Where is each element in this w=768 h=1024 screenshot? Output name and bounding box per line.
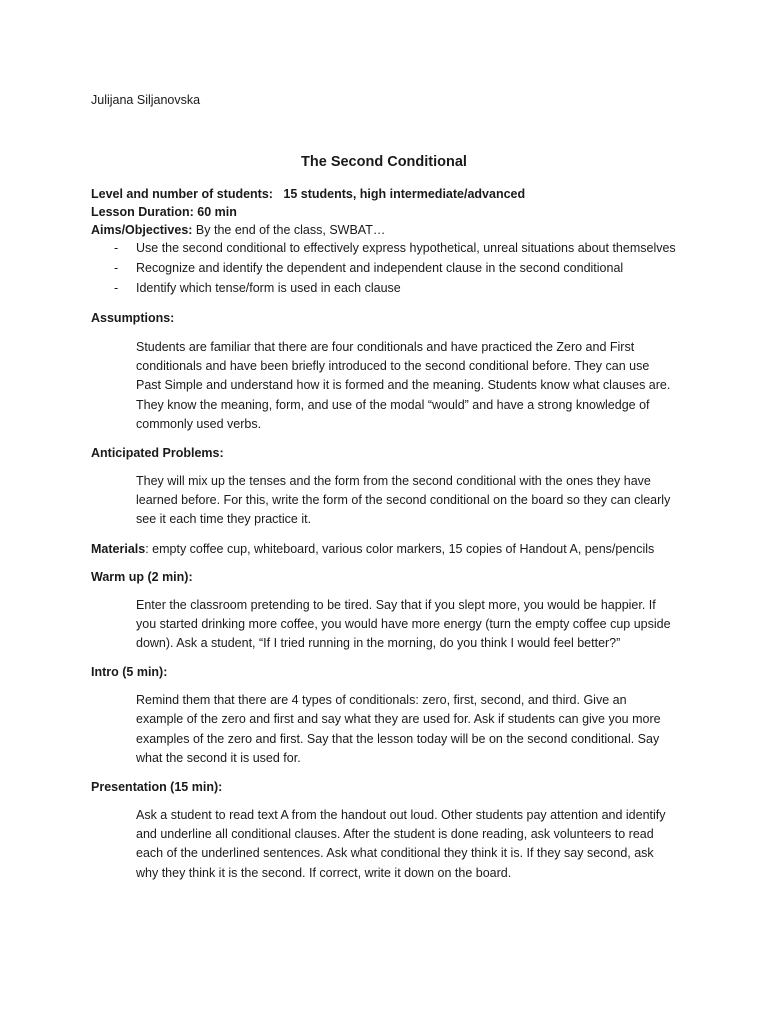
aims-value: By the end of the class, SWBAT… (192, 223, 386, 237)
author-name: Julijana Siljanovska (91, 93, 201, 107)
materials-line (91, 540, 691, 558)
level-label: Level and number of students: (91, 187, 273, 201)
assumptions-heading: Assumptions: (91, 311, 175, 325)
dash-icon: - (114, 281, 119, 295)
materials-label: Materials (91, 541, 146, 556)
materials-value: : empty coffee cup, whiteboard, various color markers, 15 copies of Handout A, pens/pencils (145, 541, 655, 556)
presentation-heading: Presentation (15 min): (91, 780, 223, 795)
aims-line (91, 221, 691, 239)
level-value: 15 students, high intermediate/advanced (283, 187, 526, 201)
problems-heading: Anticipated Problems: (91, 446, 224, 461)
document-title: The Second Conditional (301, 154, 467, 170)
level-line (91, 185, 691, 203)
intro-heading: Intro (5 min): (91, 665, 168, 680)
document-body (91, 185, 691, 883)
warmup-text: Enter the classroom pretending to be tired. Say that if you slept more, you would be happier. If you started drinking more coffee, you would have more energy (turn the empty coffee cup upside down). Ask a student, “If I tried running in the morning, do you think I would feel better?” (136, 597, 671, 651)
dash-icon: - (114, 241, 119, 255)
aims-list (91, 239, 691, 298)
aims-label: Aims/Objectives: (91, 223, 193, 237)
list-item: - Identify which tense/form is used in each clause (91, 279, 691, 298)
presentation-text: Ask a student to read text A from the handout out loud. Other students pay attention and identify and underline all conditional clauses. After the student is done reading, ask volunteers to read each of the underlined sentences. Ask what conditional they think it is. If they say second, ask why they think it is the second. If correct, write it down on the board. (136, 808, 666, 880)
warmup-heading: Warm up (2 min): (91, 569, 193, 584)
assumptions-text: Students are familiar that there are four conditionals and have practiced the Zero and First conditionals and have been briefly introduced to the second conditional before. They can use Past Simple and understand how it is formed and the meaning. Students know what clauses are. They know the meaning, form, and use of the modal “would” and have a strong knowledge of commonly used verbs. (136, 340, 671, 431)
intro-text: Remind them that there are 4 types of conditionals: zero, first, second, and third. Give an example of the zero and first and say what they are used for. Ask if students can give you more examples of the zero and first. Say that the lesson today will be on the second conditional. Say what the second it is used for. (136, 693, 661, 765)
list-item: - Recognize and identify the dependent and independent clause in the second conditional (91, 259, 691, 278)
duration-line: Lesson Duration: 60 min (91, 205, 237, 219)
dash-icon: - (114, 261, 119, 275)
problems-text: They will mix up the tenses and the form from the second conditional with the ones they have learned before. For this, write the form of the second conditional on the board so they can clearly see it each time they practice it. (136, 474, 671, 527)
list-item: - Use the second conditional to effectively express hypothetical, unreal situations about themselves (91, 239, 691, 258)
